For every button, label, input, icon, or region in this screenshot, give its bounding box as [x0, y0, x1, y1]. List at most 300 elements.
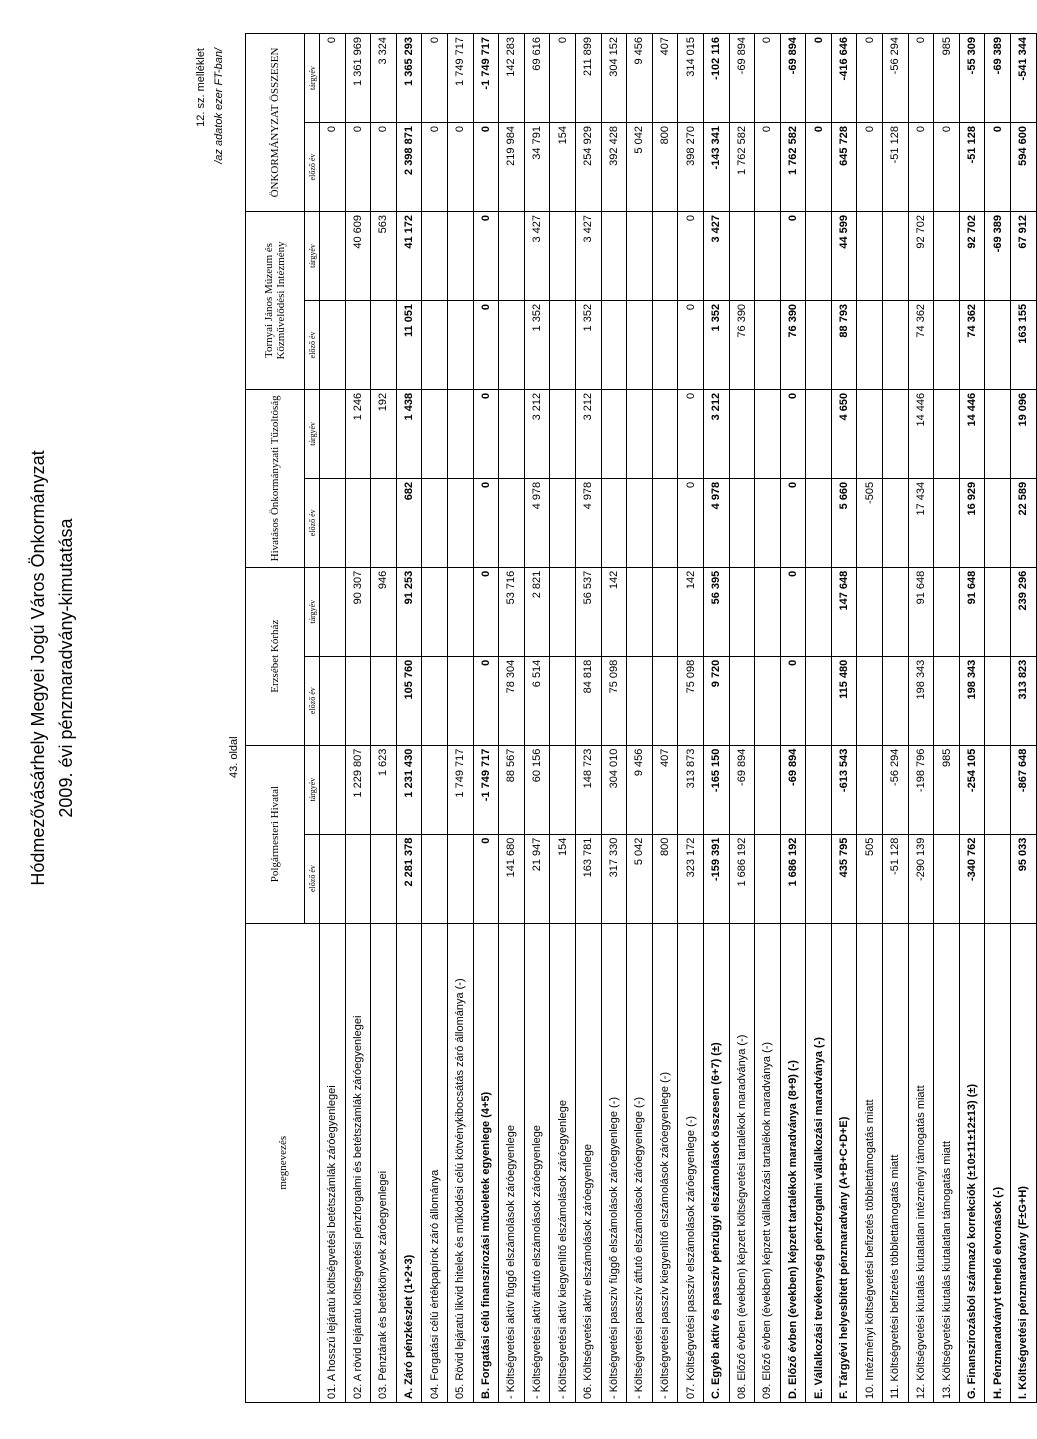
- value-cell: [806, 389, 832, 478]
- value-cell: 0: [473, 123, 499, 212]
- value-cell: 56 537: [575, 567, 601, 656]
- value-cell: [806, 834, 832, 923]
- value-cell: 19 096: [1011, 389, 1037, 478]
- value-cell: [883, 300, 909, 389]
- remainder-table: [245, 33, 1037, 1403]
- value-cell: 3 324: [371, 34, 397, 123]
- value-cell: -340 762: [959, 834, 985, 923]
- table-row: [396, 34, 422, 1403]
- value-cell: 505: [857, 834, 883, 923]
- value-cell: [422, 211, 448, 300]
- value-cell: [499, 211, 525, 300]
- value-cell: 4 978: [703, 478, 729, 567]
- value-cell: [601, 300, 627, 389]
- sub-header-previous-year: előző év: [305, 123, 320, 212]
- table-row: [678, 34, 704, 1403]
- table-row: [550, 34, 576, 1403]
- value-cell: 0: [806, 123, 832, 212]
- value-cell: -55 309: [959, 34, 985, 123]
- value-cell: -102 116: [703, 34, 729, 123]
- value-cell: [550, 745, 576, 834]
- value-cell: 3 427: [524, 211, 550, 300]
- value-cell: 67 912: [1011, 211, 1037, 300]
- value-cell: 0: [780, 478, 806, 567]
- value-cell: -143 341: [703, 123, 729, 212]
- value-cell: 682: [396, 478, 422, 567]
- value-cell: -290 139: [908, 834, 934, 923]
- value-cell: 304 152: [601, 34, 627, 123]
- table-row: [601, 34, 627, 1403]
- value-cell: 14 446: [908, 389, 934, 478]
- group-header: ÖNKORMÁNYZAT ÖSSZESEN: [246, 34, 305, 212]
- value-cell: 88 567: [499, 745, 525, 834]
- row-label: 05. Rövid lejáratú likvid hitelek és működési célú kötvénykibocsátás záró állománya (-): [447, 923, 473, 1402]
- value-cell: 21 947: [524, 834, 550, 923]
- value-cell: [422, 300, 448, 389]
- value-cell: [806, 478, 832, 567]
- sub-header-current-year: tárgyév: [305, 745, 320, 834]
- value-cell: 0: [755, 123, 781, 212]
- value-cell: -56 294: [883, 34, 909, 123]
- table-row: [883, 34, 909, 1403]
- value-cell: 11 051: [396, 300, 422, 389]
- value-cell: 317 330: [601, 834, 627, 923]
- value-cell: -51 128: [883, 123, 909, 212]
- sub-header-current-year: tárgyév: [305, 389, 320, 478]
- value-cell: [857, 745, 883, 834]
- value-cell: 0: [857, 123, 883, 212]
- value-cell: [755, 300, 781, 389]
- value-cell: 3 212: [703, 389, 729, 478]
- value-cell: 2 821: [524, 567, 550, 656]
- value-cell: -613 543: [831, 745, 857, 834]
- table-row: [831, 34, 857, 1403]
- value-cell: [755, 478, 781, 567]
- value-cell: 9 720: [703, 656, 729, 745]
- value-cell: [934, 567, 960, 656]
- value-cell: [550, 478, 576, 567]
- value-cell: 1 365 293: [396, 34, 422, 123]
- table-row: [524, 34, 550, 1403]
- value-cell: [755, 389, 781, 478]
- value-cell: 3 212: [524, 389, 550, 478]
- value-cell: [857, 300, 883, 389]
- value-cell: 141 680: [499, 834, 525, 923]
- value-cell: [447, 567, 473, 656]
- value-cell: 0: [985, 123, 1011, 212]
- value-cell: 92 702: [959, 211, 985, 300]
- value-cell: 0: [473, 300, 499, 389]
- value-cell: [729, 478, 755, 567]
- value-cell: 142: [601, 567, 627, 656]
- row-label: G. Finanszírozásból származó korrekciók (±10±11±12±13) (±): [959, 923, 985, 1402]
- table-row: [345, 34, 371, 1403]
- value-cell: [601, 478, 627, 567]
- value-cell: -51 128: [883, 834, 909, 923]
- value-cell: -69 894: [780, 745, 806, 834]
- value-cell: 0: [473, 478, 499, 567]
- value-cell: 946: [371, 567, 397, 656]
- table-row: [934, 34, 960, 1403]
- value-cell: 0: [678, 478, 704, 567]
- table-row: [320, 34, 346, 1403]
- row-label: B. Forgatási célú finanszírozási műveletek egyenlege (4+5): [473, 923, 499, 1402]
- row-label: 02. A rövid lejáratú költségvetési pénzforgalmi és betétszámlák záróegyenlegei: [345, 923, 371, 1402]
- value-cell: 0: [780, 567, 806, 656]
- page-title: Hódmezővásárhely Megyei Jogú Város Önkormányzat: [28, 450, 48, 886]
- value-cell: [755, 656, 781, 745]
- value-cell: [320, 478, 346, 567]
- value-cell: [857, 211, 883, 300]
- value-cell: 0: [857, 34, 883, 123]
- row-label: A. Záró pénzkészlet (1+2+3): [396, 923, 422, 1402]
- table-row: [447, 34, 473, 1403]
- value-cell: [371, 656, 397, 745]
- value-cell: [652, 656, 678, 745]
- unit-note: /az adatok ezer FT-ban/: [213, 48, 225, 164]
- value-cell: 3 212: [575, 389, 601, 478]
- sub-header-previous-year: előző év: [305, 300, 320, 389]
- value-cell: [934, 478, 960, 567]
- value-cell: [447, 478, 473, 567]
- value-cell: 239 296: [1011, 567, 1037, 656]
- value-cell: [627, 567, 653, 656]
- value-cell: 75 098: [678, 656, 704, 745]
- group-header: Hivatásos Önkormányzati Tűzoltóság: [246, 389, 305, 567]
- value-cell: [371, 478, 397, 567]
- table-row: [959, 34, 985, 1403]
- value-cell: 154: [550, 123, 576, 212]
- value-cell: 76 390: [780, 300, 806, 389]
- value-cell: [729, 567, 755, 656]
- value-cell: 91 648: [959, 567, 985, 656]
- value-cell: 2 281 378: [396, 834, 422, 923]
- value-cell: 198 343: [908, 656, 934, 745]
- value-cell: 1 686 192: [780, 834, 806, 923]
- value-cell: [371, 834, 397, 923]
- value-cell: [627, 656, 653, 745]
- value-cell: 163 155: [1011, 300, 1037, 389]
- table-row: [729, 34, 755, 1403]
- table-row: [703, 34, 729, 1403]
- value-cell: [755, 211, 781, 300]
- value-cell: [550, 567, 576, 656]
- value-cell: 800: [652, 834, 678, 923]
- value-cell: 0: [678, 211, 704, 300]
- row-label: F. Tárgyévi helyesbített pénzmaradvány (A+B+C+D+E): [831, 923, 857, 1402]
- row-label: 07. Költségvetési passzív elszámolások záróegyenlege (-): [678, 923, 704, 1402]
- value-cell: -159 391: [703, 834, 729, 923]
- value-cell: 53 716: [499, 567, 525, 656]
- row-label: 09. Előző évben (években) képzett vállalkozási tartalékok maradványa (-): [755, 923, 781, 1402]
- value-cell: 5 042: [627, 834, 653, 923]
- value-cell: -69 894: [729, 745, 755, 834]
- value-cell: 800: [652, 123, 678, 212]
- value-cell: [447, 300, 473, 389]
- value-cell: [499, 478, 525, 567]
- value-cell: 9 456: [627, 745, 653, 834]
- value-cell: 163 781: [575, 834, 601, 923]
- value-cell: 0: [780, 656, 806, 745]
- value-cell: [729, 211, 755, 300]
- value-cell: [550, 656, 576, 745]
- row-label: H. Pénzmaradványt terhelő elvonások (-): [985, 923, 1011, 1402]
- value-cell: 74 362: [959, 300, 985, 389]
- value-cell: 198 343: [959, 656, 985, 745]
- value-cell: 1 352: [524, 300, 550, 389]
- value-cell: 0: [678, 300, 704, 389]
- value-cell: 0: [473, 834, 499, 923]
- value-cell: [934, 389, 960, 478]
- row-label: 08. Előző évben (években) képzett költségvetési tartalékok maradványa (-): [729, 923, 755, 1402]
- value-cell: -51 128: [959, 123, 985, 212]
- row-label: I. Költségvetési pénzmaradvány (F±G+H): [1011, 923, 1037, 1402]
- value-cell: -1 749 717: [473, 745, 499, 834]
- value-cell: 1 762 582: [780, 123, 806, 212]
- sub-header-current-year: tárgyév: [305, 567, 320, 656]
- value-cell: [422, 567, 448, 656]
- table-row: [575, 34, 601, 1403]
- value-cell: 1 438: [396, 389, 422, 478]
- value-cell: 148 723: [575, 745, 601, 834]
- value-cell: 4 978: [575, 478, 601, 567]
- value-cell: [550, 211, 576, 300]
- value-cell: [371, 300, 397, 389]
- value-cell: 0: [422, 123, 448, 212]
- value-cell: 304 010: [601, 745, 627, 834]
- value-cell: 0: [447, 123, 473, 212]
- value-cell: [806, 300, 832, 389]
- table-row: [780, 34, 806, 1403]
- value-cell: [985, 834, 1011, 923]
- row-label: - Költségvetési passzív kiegyenlítő elszámolások záróegyenlege (-): [652, 923, 678, 1402]
- table-row: [371, 34, 397, 1403]
- value-cell: [934, 834, 960, 923]
- value-cell: 69 616: [524, 34, 550, 123]
- value-cell: [755, 834, 781, 923]
- value-cell: 1 749 717: [447, 34, 473, 123]
- value-cell: [499, 300, 525, 389]
- value-cell: [883, 478, 909, 567]
- value-cell: [806, 745, 832, 834]
- value-cell: -165 150: [703, 745, 729, 834]
- value-cell: 407: [652, 34, 678, 123]
- value-cell: [985, 656, 1011, 745]
- value-cell: 34 791: [524, 123, 550, 212]
- value-cell: [652, 211, 678, 300]
- value-cell: 0: [320, 123, 346, 212]
- value-cell: [550, 389, 576, 478]
- value-cell: -1 749 717: [473, 34, 499, 123]
- row-label: - Költségvetési passzív függő elszámolások záróegyenlege (-): [601, 923, 627, 1402]
- value-cell: 4 650: [831, 389, 857, 478]
- value-cell: [652, 478, 678, 567]
- value-cell: 0: [780, 389, 806, 478]
- value-cell: 407: [652, 745, 678, 834]
- value-cell: 40 609: [345, 211, 371, 300]
- value-cell: 313 823: [1011, 656, 1037, 745]
- value-cell: [447, 834, 473, 923]
- table-row: [422, 34, 448, 1403]
- value-cell: [985, 745, 1011, 834]
- value-cell: 88 793: [831, 300, 857, 389]
- value-cell: 0: [934, 123, 960, 212]
- value-cell: [422, 834, 448, 923]
- table-row: [857, 34, 883, 1403]
- value-cell: [627, 211, 653, 300]
- value-cell: 0: [908, 34, 934, 123]
- value-cell: 0: [780, 211, 806, 300]
- value-cell: 0: [320, 34, 346, 123]
- value-cell: 3 427: [703, 211, 729, 300]
- value-cell: 154: [550, 834, 576, 923]
- row-label: 10. Intézményi költségvetési befizetés többlettámogatás miatt: [857, 923, 883, 1402]
- value-cell: 3 427: [575, 211, 601, 300]
- value-cell: 0: [908, 123, 934, 212]
- value-cell: 1 623: [371, 745, 397, 834]
- value-cell: 74 362: [908, 300, 934, 389]
- value-cell: [857, 656, 883, 745]
- sub-header-previous-year: előző év: [305, 834, 320, 923]
- value-cell: [729, 656, 755, 745]
- table-row: [652, 34, 678, 1403]
- value-cell: -69 389: [985, 34, 1011, 123]
- table-row: [1011, 34, 1037, 1403]
- row-label: 04. Forgatási célú értékpapírok záró állománya: [422, 923, 448, 1402]
- value-cell: 0: [755, 34, 781, 123]
- value-cell: 5 042: [627, 123, 653, 212]
- table-row: [473, 34, 499, 1403]
- value-cell: [320, 567, 346, 656]
- value-cell: 9 456: [627, 34, 653, 123]
- value-cell: 16 929: [959, 478, 985, 567]
- value-cell: 219 984: [499, 123, 525, 212]
- sub-header-previous-year: előző év: [305, 478, 320, 567]
- value-cell: 0: [678, 389, 704, 478]
- value-cell: 5 660: [831, 478, 857, 567]
- value-cell: 44 599: [831, 211, 857, 300]
- value-cell: 1 686 192: [729, 834, 755, 923]
- value-cell: [755, 745, 781, 834]
- value-cell: 0: [345, 123, 371, 212]
- value-cell: 142: [678, 567, 704, 656]
- rotated-page: [20, 18, 1030, 1418]
- value-cell: [857, 389, 883, 478]
- row-label: 01. A hosszú lejáratú költségvetési betétszámlák záróegyenlegei: [320, 923, 346, 1402]
- value-cell: 147 648: [831, 567, 857, 656]
- value-cell: 0: [422, 34, 448, 123]
- value-cell: [320, 211, 346, 300]
- value-cell: [934, 300, 960, 389]
- col-header-name: megnevezés: [246, 923, 320, 1402]
- value-cell: 90 307: [345, 567, 371, 656]
- value-cell: 594 600: [1011, 123, 1037, 212]
- value-cell: [447, 656, 473, 745]
- value-cell: 75 098: [601, 656, 627, 745]
- row-label: - Költségvetési aktív átfutó elszámolások záróegyenlege: [524, 923, 550, 1402]
- value-cell: 1 246: [345, 389, 371, 478]
- value-cell: 92 702: [908, 211, 934, 300]
- value-cell: [806, 567, 832, 656]
- value-cell: 192: [371, 389, 397, 478]
- value-cell: [320, 300, 346, 389]
- value-cell: 78 304: [499, 656, 525, 745]
- value-cell: [550, 300, 576, 389]
- value-cell: 0: [371, 123, 397, 212]
- value-cell: [729, 389, 755, 478]
- value-cell: 84 818: [575, 656, 601, 745]
- value-cell: -56 294: [883, 745, 909, 834]
- value-cell: -541 344: [1011, 34, 1037, 123]
- value-cell: [345, 656, 371, 745]
- value-cell: [422, 478, 448, 567]
- value-cell: [755, 567, 781, 656]
- value-cell: 1 231 430: [396, 745, 422, 834]
- value-cell: 211 899: [575, 34, 601, 123]
- sub-header-current-year: tárgyév: [305, 34, 320, 123]
- value-cell: [320, 745, 346, 834]
- value-cell: [345, 834, 371, 923]
- value-cell: 563: [371, 211, 397, 300]
- value-cell: [447, 211, 473, 300]
- value-cell: 4 978: [524, 478, 550, 567]
- value-cell: 6 514: [524, 656, 550, 745]
- value-cell: 91 648: [908, 567, 934, 656]
- value-cell: 1 361 969: [345, 34, 371, 123]
- value-cell: 1 762 582: [729, 123, 755, 212]
- value-cell: [447, 389, 473, 478]
- value-cell: 435 795: [831, 834, 857, 923]
- value-cell: [883, 389, 909, 478]
- value-cell: 0: [473, 389, 499, 478]
- group-header: Tornyai János Múzeum és Közművelődési Intézmény: [246, 211, 305, 389]
- value-cell: -69 894: [729, 34, 755, 123]
- value-cell: 1 229 807: [345, 745, 371, 834]
- value-cell: -254 105: [959, 745, 985, 834]
- value-cell: [985, 300, 1011, 389]
- value-cell: [627, 478, 653, 567]
- table-row: [806, 34, 832, 1403]
- value-cell: [652, 389, 678, 478]
- value-cell: 17 434: [908, 478, 934, 567]
- value-cell: 313 873: [678, 745, 704, 834]
- row-label: E. Vállalkozási tevékenység pénzforgalmi vállalkozási maradványa (-): [806, 923, 832, 1402]
- value-cell: 985: [934, 745, 960, 834]
- table-row: [985, 34, 1011, 1403]
- value-cell: 105 760: [396, 656, 422, 745]
- value-cell: [601, 389, 627, 478]
- value-cell: 0: [473, 656, 499, 745]
- value-cell: 1 352: [703, 300, 729, 389]
- row-label: - Költségvetési passzív átfutó elszámolások záróegyenlege (-): [627, 923, 653, 1402]
- value-cell: 392 428: [601, 123, 627, 212]
- value-cell: 314 015: [678, 34, 704, 123]
- table-row: [755, 34, 781, 1403]
- value-cell: [985, 478, 1011, 567]
- value-cell: [627, 389, 653, 478]
- value-cell: 645 728: [831, 123, 857, 212]
- value-cell: -69 389: [985, 211, 1011, 300]
- value-cell: 1 749 717: [447, 745, 473, 834]
- value-cell: [320, 834, 346, 923]
- table-row: [627, 34, 653, 1403]
- value-cell: [806, 211, 832, 300]
- row-label: 12. Költségvetési kiutalás kiutalatlan intézményi támogatás miatt: [908, 923, 934, 1402]
- row-label: - Költségvetési aktív kiegyenlítő elszámolások záróegyenlege: [550, 923, 576, 1402]
- value-cell: [601, 211, 627, 300]
- value-cell: [627, 300, 653, 389]
- value-cell: 254 929: [575, 123, 601, 212]
